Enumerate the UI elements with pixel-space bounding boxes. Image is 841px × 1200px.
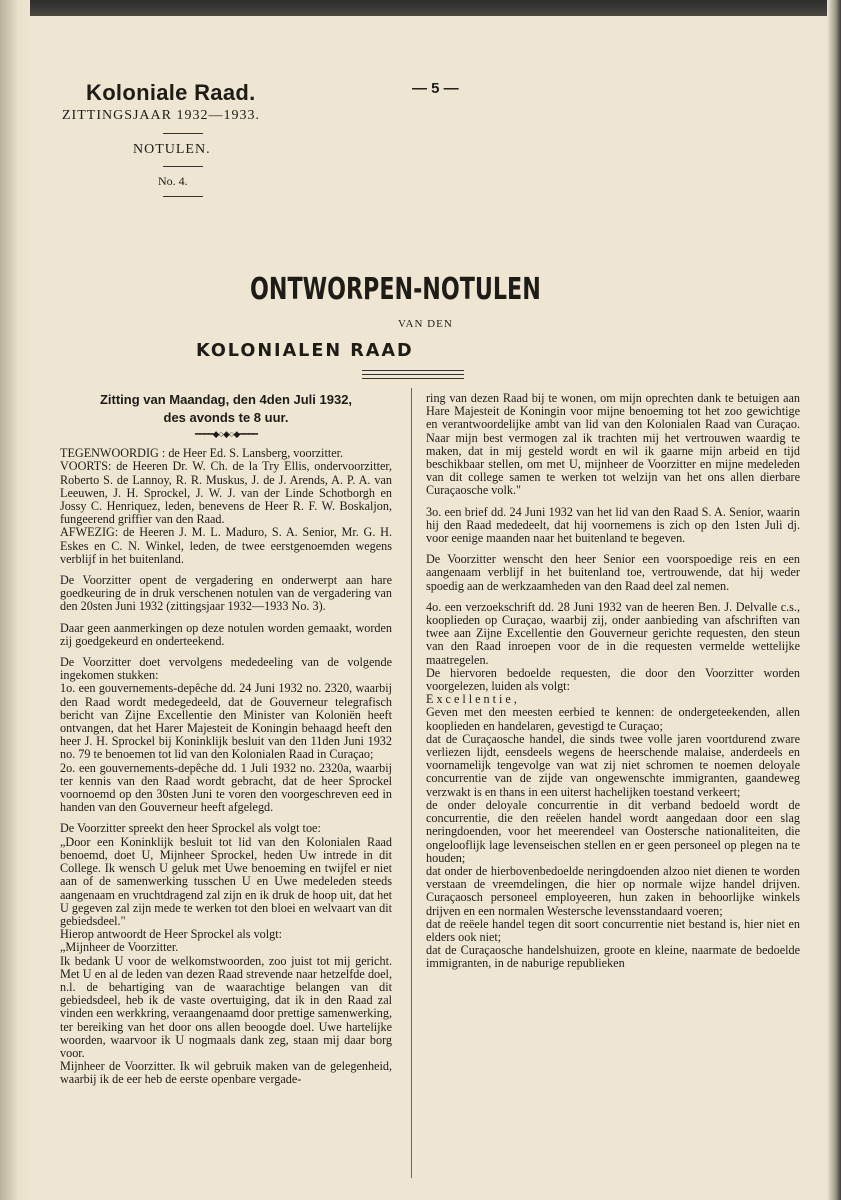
header-notulen: NOTULEN. — [133, 142, 211, 157]
paragraph: De Voorzitter spreekt den heer Sprockel als volgt toe: — [60, 821, 321, 836]
header-number: No. 4. — [158, 174, 188, 188]
paragraph: De Voorzitter opent de vergadering en onderwerpt aan hare goedkeuring de in druk verschenen notulen van de vergadering van den 20sten Juni 1932 (zittingsjaar 1932—1933 No. 3). — [60, 573, 392, 614]
paragraph: De Voorzitter doet vervolgens mededeeling van de volgende ingekomen stukken: — [60, 655, 392, 683]
paragraph: VOORTS: de Heeren Dr. W. Ch. de la Try Ellis, ondervoorzitter, Roberto S. de Lannoy, R. R. Muskus, J. de J. Arends, A. P. A. van Leeuwen, J. H. Sprockel, J. W. J. van der Linde Schotborgh en Jossy C. Henriquez, leden, benevens de Heer R. F. W. Boskaljon, fungeerend griffier van den Raad. — [60, 459, 392, 527]
scan-top-shadow — [0, 0, 841, 16]
scan-right-edge — [827, 0, 841, 1200]
paragraph: 2o. een gouvernements-depêche dd. 1 Juli 1932 no. 2320a, waarbij ter kennis van den Raad wordt gebracht, dat de heer Sprockel voornoemd op den 30sten Juni te voren den voorgeschreven eed in handen van den Gouverneur heeft afgelegd. — [60, 760, 392, 815]
paragraph: Geven met den meesten eerbied te kennen: de ondergeteekenden, allen kooplieden en handelaren, gevestigd te Curaçao; — [426, 705, 800, 733]
header-rule — [163, 166, 203, 167]
header-session-year: ZITTINGSJAAR 1932—1933. — [62, 108, 260, 123]
paragraph: 3o. een brief dd. 24 Juni 1932 van het lid van den Raad S. A. Senior, waarin hij den Raad mededeelt, dat hij voornemens is zich op den 1sten Juli dj. voor eenige maanden naar het buitenland te begeven. — [426, 504, 800, 546]
paragraph: dat onder de hierbovenbedoelde neringdoenden alzoo niet dienen te worden verstaan de vreemdelingen, die hier op normale wijze handel drijven. Curaçaosch personeel employeeren, hun zaken in behoorlijke winkels drijven en een normalen Westersche levensstandaard voeren; — [426, 863, 800, 918]
paragraph: TEGENWOORDIG : de Heer Ed. S. Lansberg, voorzitter. — [60, 446, 344, 461]
left-column — [60, 392, 392, 1087]
paragraph: Hierop antwoordt de Heer Sprockel als volgt: — [60, 927, 283, 942]
paragraph: „Mijnheer de Voorzitter. — [60, 940, 179, 955]
main-title: ONTWORPEN-NOTULEN — [250, 272, 541, 307]
paragraph: Daar geen aanmerkingen op deze notulen worden gemaakt, worden zij goedgekeurd en onderteekend. — [60, 620, 392, 648]
paragraph: dat de Curaçaosche handel, die sinds twee volle jaren voortdurend zware verliezen lijdt, eensdeels wegens de heerschende malaise, anderdeels en voornamelijk tengevolge van wat zij niet schromen te noemen deloyale concurrentie van de zijde van ongewenschte immigranten, gaandeweg verzwakt is en thans in een uiterst hachelijken toestand verkeert; — [426, 731, 800, 799]
paragraph: De hiervoren bedoelde requesten, die door den Voorzitter worden voorgelezen, luiden als volgt: — [426, 665, 800, 694]
ornament-divider: ━━━━◆○◆○◆━━━━ — [195, 429, 257, 439]
salutation: Excellentie, — [426, 692, 520, 707]
title-rule — [362, 378, 464, 379]
paragraph: ring van dezen Raad bij te wonen, om mijn oprechten dank te betuigen aan Hare Majesteit de Koningin voor mijne benoeming tot het zoo gewichtige en verantwoordelijke ambt van lid van den Kolonialen Raad van Curaçao. Naar mijn best vermogen zal ik trachten mij het vertrouwen waardig te maken, dat in mij gesteld wordt en wil ik gaarne mijn arbeid en tijd beschikbaar stellen, om met U, mijnheer de Voorzitter en mijne medeleden van dit college samen te werken tot welzijn van het ons allen dierbare Curaçaosche volk." — [426, 391, 800, 498]
paragraph: Mijnheer de Voorzitter. Ik wil gebruik maken van de gelegenheid, waarbij ik de eer heb de eerste openbare vergade- — [60, 1059, 392, 1087]
column-divider — [411, 388, 412, 1178]
scan-left-edge — [0, 0, 30, 1200]
title-raad: KOLONIALEN RAAD — [196, 340, 414, 361]
header-rule — [163, 133, 203, 134]
title-rule — [362, 374, 464, 375]
header-rule — [163, 196, 203, 197]
paragraph: de onder deloyale concurrentie in dit verband bedoeld wordt de concurrentie, die den reëelen handel wordt aangedaan door een slag neringdoenden, voor het meerendeel van Oostersche nationaliteiten, die ongelooflijk lage levenseischen stellen en er geen personeel op plegen na te houden; — [426, 797, 800, 865]
title-van-den: VAN DEN — [398, 318, 453, 330]
paragraph: De Voorzitter wenscht den heer Senior een voorspoedige reis en een aangenaam verblijf in het buitenland toe, vertrouwende, dat hij weder spoedig aan de werkzaamheden van den Raad deel zal nemen. — [426, 552, 800, 593]
paragraph: dat de reëele handel tegen dit soort concurrentie niet bestand is, hier niet en elders ook niet; — [426, 916, 800, 944]
title-rule — [362, 370, 464, 371]
paragraph: 4o. een verzoekschrift dd. 28 Juni 1932 van de heeren Ben. J. Delvalle c.s., kooplieden op Curaçao, waarbij zij, onder aanbieding van afschriften van twee aan Zijne Excellentie den Gouverneur gerichte requesten, den steun van den Raad inroepen voor de in die requesten vermelde wettelijke maatregelen. — [426, 599, 800, 667]
header-title: Koloniale Raad. — [86, 80, 256, 105]
paragraph: Ik bedank U voor de welkomstwoorden, zoo juist tot mij gericht. Met U en al de leden van dezen Raad strevende naar hetzelfde doel, n.l. de behartiging van de waarachtige belangen van dit gebiedsdeel, heb ik de vaste overtuiging, dat ik in den Raad zal vinden een werkkring, veraangenaamd door prettige samenwerking, ter bereiking van het door ons allen beoogde doel. Uwe hartelijke woorden, waarvoor ik U nogmaals dank zeg, staan mij daar borg voor. — [60, 953, 392, 1060]
session-heading-line2: des avonds te 8 uur. — [163, 410, 289, 425]
paragraph: AFWEZIG: de Heeren J. M. L. Maduro, S. A. Senior, Mr. G. H. Eskes en C. N. Winkel, leden, de twee eerstgenoemden wegens verblijf in het buitenland. — [60, 525, 392, 566]
paragraph: „Door een Koninklijk besluit tot lid van den Kolonialen Raad benoemd, doet U, Mijnheer Sprockel, heden Uw intrede in dit College. Ik wensch U geluk met Uwe benoeming en twijfel er niet aan of de samenwerking tusschen U en Uwe medeleden steeds aangenaam en vruchtdragend zal zijn en ik druk de hoop uit, dat het U gegeven zal zijn mede te werken tot den bloei en welvaart van dit gebiedsdeel." — [60, 834, 392, 928]
session-heading-line1: Zitting van Maandag, den 4den Juli 1932, — [99, 392, 353, 407]
right-column — [426, 392, 800, 971]
paragraph: dat de Curaçaosche handelshuizen, groote en kleine, naarmate de bedoelde immigranten, in de naburige republieken — [426, 943, 800, 971]
page-number: — 5 — — [412, 80, 459, 97]
paragraph: 1o. een gouvernements-depêche dd. 24 Juni 1932 no. 2320, waarbij den Raad wordt medegedeeld, dat de Gouverneur telegrafisch bericht van Zijne Excellentie den Minister van Koloniën heeft ontvangen, dat het Harer Majesteit de Koningin behaagd heeft den heer J. H. Sprockel bij Koninklijk besluit van den 11den Juni 1932 no. 79 te benoemen tot lid van den Kolonialen Raad in Curaçao; — [60, 681, 392, 762]
